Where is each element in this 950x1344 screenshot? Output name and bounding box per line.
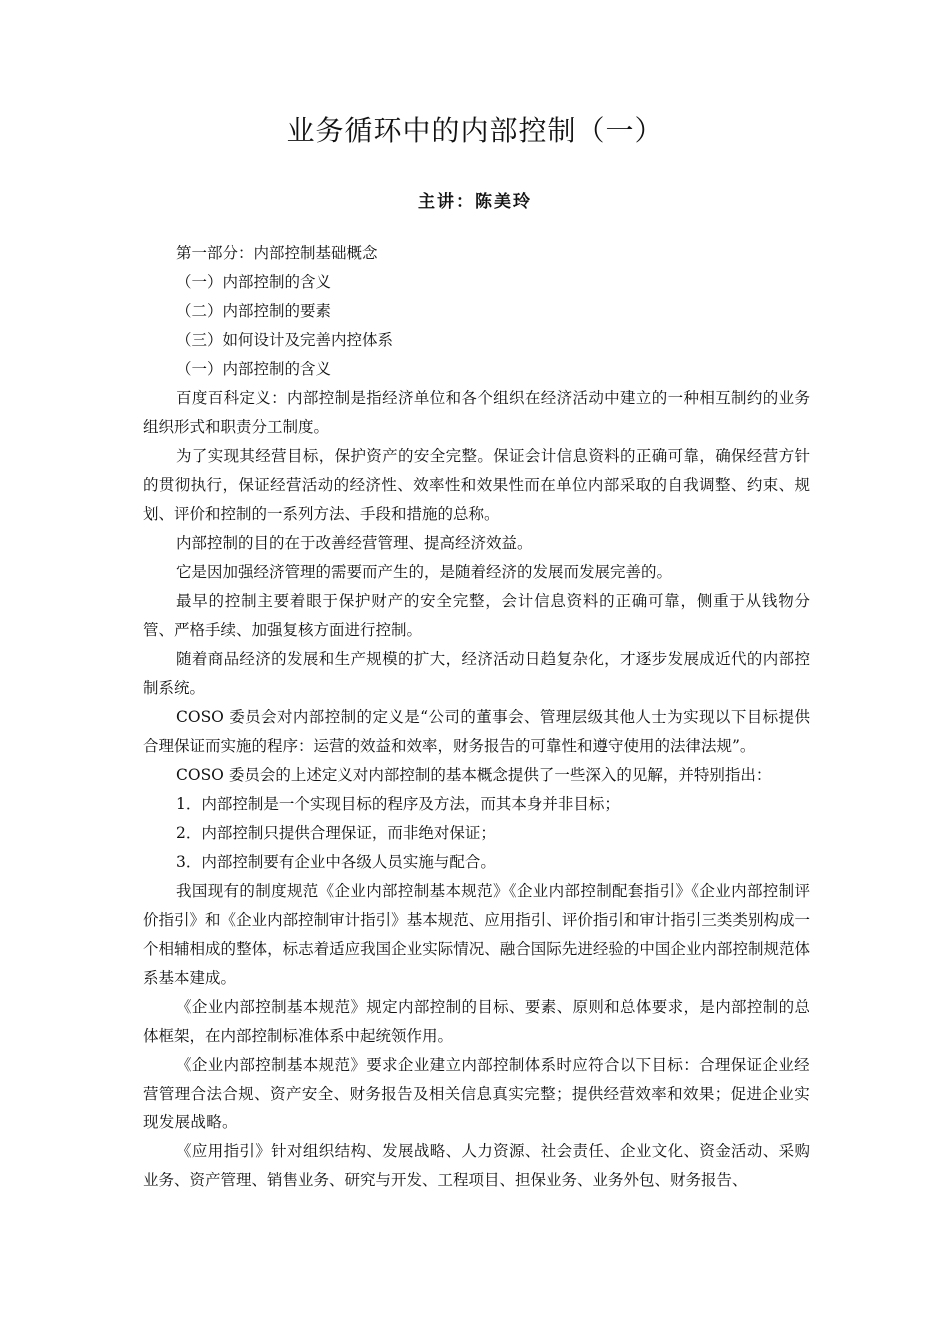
paragraph: （一）内部控制的含义 <box>176 360 332 378</box>
paragraph: 2．内部控制只提供合理保证，而非绝对保证； <box>176 824 496 842</box>
paragraph: 《企业内部控制基本规范》规定内部控制的目标、要素、原则和总体要求，是内部控制的总体框架，在内部控制标准体系中起统领作用。 <box>143 998 810 1045</box>
paragraph: COSO 委员会对内部控制的定义是“公司的董事会、管理层级其他人士为实现以下目标提供合理保证而实施的程序：运营的效益和效率，财务报告的可靠性和遵守使用的法律法规”。 <box>143 708 810 755</box>
paragraph: 《应用指引》针对组织结构、发展战略、人力资源、社会责任、企业文化、资金活动、采购业务、资产管理、销售业务、研究与开发、工程项目、担保业务、业务外包、财务报告、 <box>143 1141 810 1189</box>
paragraph: 百度百科定义：内部控制是指经济单位和各个组织在经济活动中建立的一种相互制约的业务组织形式和职责分工制度。 <box>143 389 810 436</box>
page-title: 业务循环中的内部控制（一） <box>286 114 664 147</box>
paragraph: 最早的控制主要着眼于保护财产的安全完整，会计信息资料的正确可靠，侧重于从钱物分管、严格手续、加强复核方面进行控制。 <box>143 592 810 639</box>
paragraph: 《企业内部控制基本规范》要求企业建立内部控制体系时应符合以下目标：合理保证企业经营管理合法合规、资产安全、财务报告及相关信息真实完整；提供经营效率和效果；促进企业实现发展战略。 <box>143 1056 810 1131</box>
paragraph: （三）如何设计及完善内控体系 <box>176 331 394 349</box>
paragraph: 随着商品经济的发展和生产规模的扩大，经济活动日趋复杂化，才逐步发展成近代的内部控制系统。 <box>143 650 810 697</box>
paragraph: 内部控制的目的在于改善经营管理、提高经济效益。 <box>176 534 533 552</box>
paragraph: 我国现有的制度规范《企业内部控制基本规范》《企业内部控制配套指引》《企业内部控制评价指引》和《企业内部控制审计指引》基本规范、应用指引、评价指引和审计指引三类类别构成一个相辅相成的整体，标志着适应我国企业实际情况、融合国际先进经验的中国企业内部控制规范体系基本建成。 <box>143 882 810 987</box>
speaker-line: 主讲：陈美玲 <box>418 192 532 212</box>
paragraph: （一）内部控制的含义 <box>176 273 332 291</box>
paragraph: 1．内部控制是一个实现目标的程序及方法，而其本身并非目标； <box>176 795 620 813</box>
paragraph: 为了实现其经营目标，保护资产的安全完整。保证会计信息资料的正确可靠，确保经营方针的贯彻执行，保证经营活动的经济性、效率性和效果性而在单位内部采取的自我调整、约束、规划、评价和控制的一系列方法、手段和措施的总称。 <box>143 447 810 523</box>
paragraph: 3．内部控制要有企业中各级人员实施与配合。 <box>176 853 496 871</box>
document-body <box>143 239 810 1195</box>
paragraph: 它是因加强经济管理的需要而产生的，是随着经济的发展而发展完善的。 <box>176 563 673 581</box>
paragraph: 第一部分：内部控制基础概念 <box>176 244 378 262</box>
paragraph: （二）内部控制的要素 <box>176 302 332 320</box>
paragraph: COSO 委员会的上述定义对内部控制的基本概念提供了一些深入的见解，并特别指出： <box>176 766 772 784</box>
